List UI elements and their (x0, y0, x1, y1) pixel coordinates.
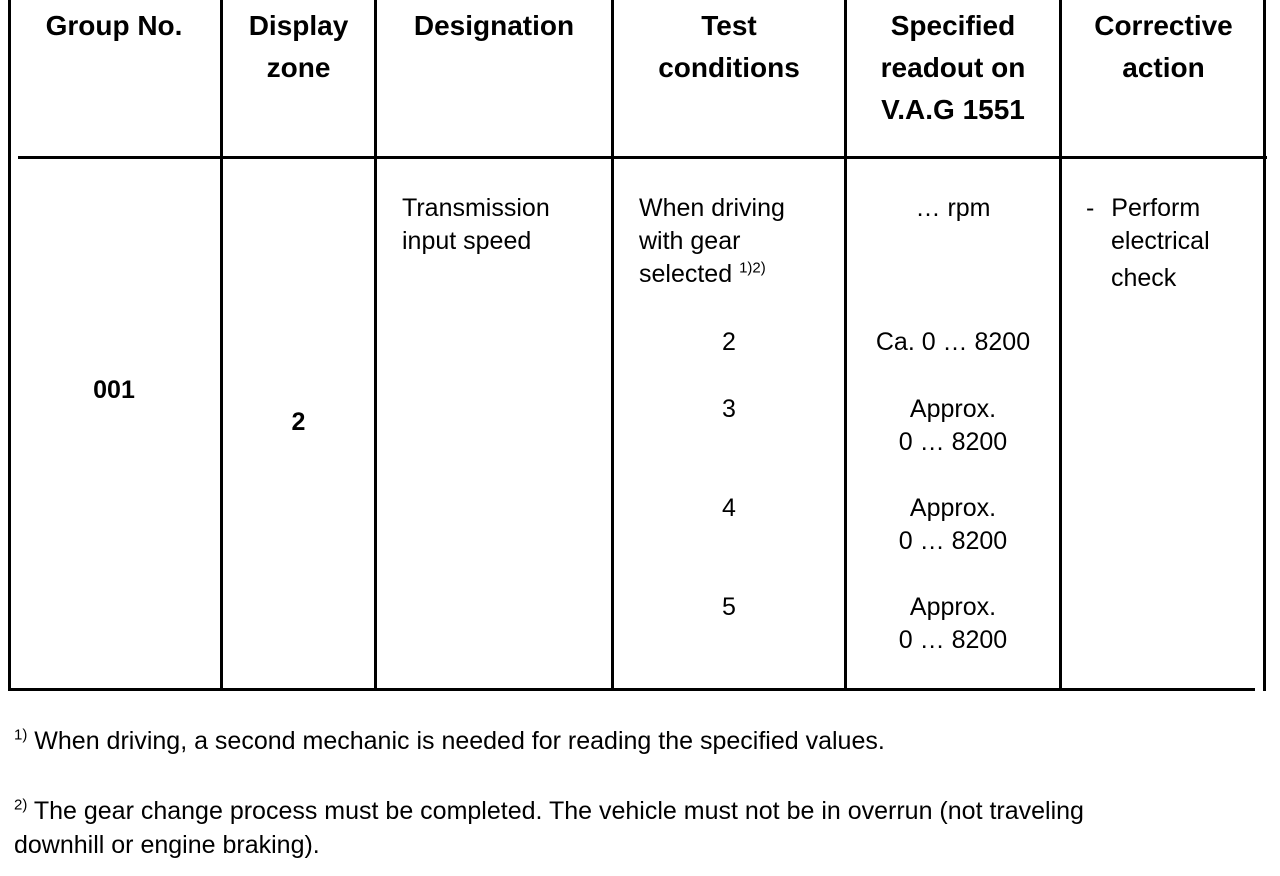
header-specified-readout (847, 5, 1059, 131)
footnote-1 (14, 724, 885, 758)
display-zone-value: 2 (291, 408, 306, 436)
test-intro-line2: with gear (639, 227, 741, 255)
gear-value (614, 591, 844, 624)
header-divider (18, 156, 1267, 159)
column-divider (374, 0, 377, 691)
footnote-2-marker: 2) (14, 796, 28, 814)
header-designation (377, 5, 611, 47)
header-group-no-label: Group No. (45, 10, 183, 41)
test-intro-line3-text: selected (639, 260, 733, 288)
footnote-2-line1 (14, 794, 1084, 828)
header-specified-line3: V.A.G 1551 (881, 94, 1025, 125)
cell-designation (402, 192, 602, 258)
designation-line2: input speed (402, 227, 532, 255)
header-corrective-line2: action (1122, 52, 1205, 83)
gear-readout (847, 492, 1059, 558)
gear-5-readout-line1: Approx. (909, 593, 997, 621)
footnote-1-marker: 1) (14, 726, 28, 744)
gear-value (614, 393, 844, 426)
column-divider (220, 0, 223, 691)
column-divider (1059, 0, 1062, 691)
header-display-zone-line2: zone (266, 52, 331, 83)
header-test-conditions-line1: Test (701, 10, 757, 41)
table-border-right (1263, 0, 1266, 691)
gear-5-readout-line2: 0 … 8200 (898, 626, 1008, 654)
footnote-2-text-line1: The gear change process must be completed. The vehicle must not be in overrun (not traveling (33, 797, 1084, 825)
test-intro-footnote-ref: 1)2) (739, 259, 766, 277)
gear-3-label: 3 (722, 395, 736, 423)
gear-readout (847, 393, 1059, 459)
header-specified-line2: readout on (880, 52, 1026, 83)
header-test-conditions-line2: conditions (658, 52, 800, 83)
gear-5-label: 5 (722, 593, 736, 621)
gear-3-readout-line1: Approx. (909, 395, 997, 423)
footnote-2-text-line2: downhill or engine braking). (14, 831, 320, 859)
gear-4-readout-line1: Approx. (909, 494, 997, 522)
corrective-line3: check (1111, 264, 1177, 292)
gear-4-label: 4 (722, 494, 736, 522)
gear-readout (847, 591, 1059, 657)
cell-readout-unit (847, 192, 1059, 225)
header-display-zone-line1: Display (248, 10, 349, 41)
corrective-line1 (1086, 192, 1256, 225)
header-corrective-action (1062, 5, 1265, 89)
cell-corrective-action (1086, 192, 1256, 295)
gear-4-readout-line2: 0 … 8200 (898, 527, 1008, 555)
gear-value (614, 492, 844, 525)
gear-2-readout-line1: Ca. 0 … 8200 (875, 328, 1031, 356)
designation-line1: Transmission (402, 194, 550, 222)
test-intro-line1: When driving (639, 194, 785, 222)
footnote-1-text: When driving, a second mechanic is needed for reading the specified values. (34, 727, 885, 755)
cell-test-intro (639, 192, 839, 291)
diagnostic-table (8, 0, 1267, 691)
footnote-2 (14, 794, 1084, 862)
group-no-value: 001 (93, 376, 135, 404)
header-group-no (8, 5, 220, 47)
gear-value (614, 326, 844, 359)
corrective-line2: electrical (1111, 227, 1210, 255)
header-corrective-line1: Corrective (1094, 10, 1233, 41)
header-display-zone (223, 5, 374, 89)
gear-3-readout-line2: 0 … 8200 (898, 428, 1008, 456)
cell-display-zone (223, 406, 374, 439)
header-specified-line1: Specified (890, 10, 1016, 41)
gear-2-label: 2 (722, 328, 736, 356)
corrective-bullet-dash: - (1086, 194, 1095, 222)
header-test-conditions (614, 5, 844, 89)
table-border-bottom (8, 688, 1255, 691)
table-border-left (8, 0, 11, 691)
header-designation-label: Designation (413, 10, 575, 41)
gear-readout (847, 326, 1059, 359)
test-intro-line3 (639, 258, 839, 291)
corrective-line1-text: Perform (1111, 194, 1201, 222)
readout-unit-value: … rpm (915, 194, 991, 222)
cell-group-no (8, 374, 220, 407)
